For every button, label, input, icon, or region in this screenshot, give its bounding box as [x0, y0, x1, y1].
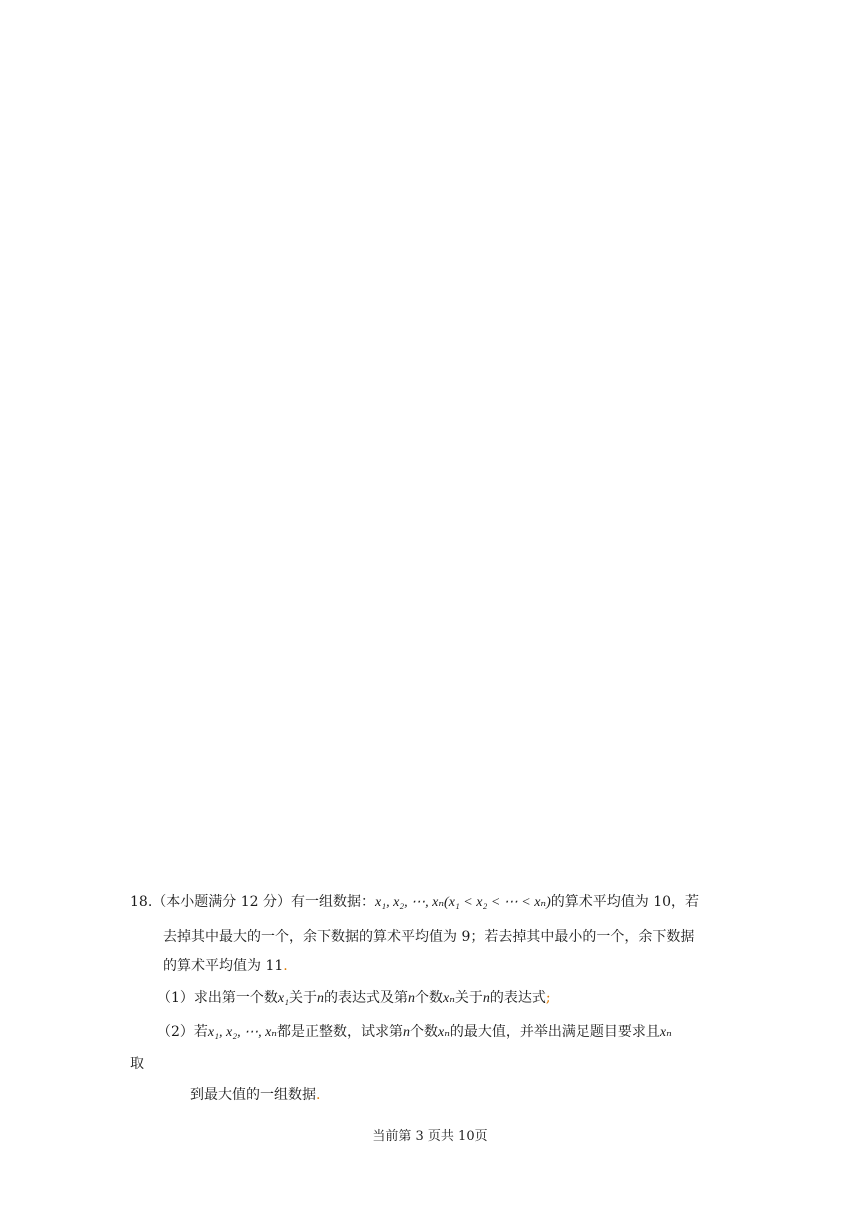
problem-line-3 — [163, 956, 288, 976]
page-number-text: 当前第 3 页共 10页 — [372, 1129, 488, 1144]
part2-line-2 — [190, 1085, 320, 1105]
problem-line-2 — [163, 927, 694, 947]
problem-line3-text: 的算术平均值为 11 — [163, 958, 284, 974]
part1-xn: xₙ — [443, 991, 455, 1006]
part1-n1: n — [317, 991, 325, 1006]
problem-line2-text: 去掉其中最大的一个，余下数据的算术平均值为 9；若去掉其中最小的一个，余下数据 — [163, 929, 695, 945]
part2-xn: xₙ — [437, 1025, 450, 1040]
final-period-mark: . — [316, 1087, 321, 1103]
part1-mid1: 关于 — [289, 990, 318, 1006]
part2-wrap-char: 取 — [130, 1056, 144, 1072]
part1-prefix: （1）求出第一个数 — [157, 990, 278, 1006]
score-note: （本小题满分 12 分） — [152, 894, 291, 910]
part2-line2-text: 到最大值的一组数据 — [190, 1087, 316, 1103]
part2-tail: 的最大值，并举出满足题目要求且 — [449, 1024, 660, 1040]
part-2 — [157, 1022, 672, 1043]
problem-intro-text: 有一组数据： — [290, 894, 375, 910]
semicolon-mark: ; — [545, 990, 551, 1006]
sequence-math: x₁, x₂, ⋯, xₙ — [374, 895, 445, 910]
part2-mid2: 个数 — [409, 1024, 438, 1040]
part2-prefix: （2）若 — [157, 1024, 208, 1040]
part2-mid1: 都是正整数，试求第 — [276, 1024, 403, 1040]
part1-n2: n — [408, 991, 416, 1006]
period-mark: . — [283, 958, 288, 974]
part1-mid4: 关于 — [454, 990, 483, 1006]
part1-mid2: 的表达式及第 — [324, 990, 409, 1006]
part-1 — [157, 988, 551, 1009]
problem-number: 18. — [130, 894, 153, 910]
problem-line1-tail: 的算术平均值为 10，若 — [550, 894, 700, 910]
problem-line-1 — [130, 892, 699, 913]
part1-tail: 的表达式 — [489, 990, 546, 1006]
part2-seq: x₁, x₂, ⋯, xₙ — [207, 1025, 277, 1040]
part2-n: n — [402, 1025, 410, 1040]
part2-wrap-line — [130, 1054, 144, 1074]
part1-mid3: 个数 — [415, 990, 444, 1006]
sequence-condition-math: (x₁ < x₂ < ⋯ < xₙ) — [444, 895, 551, 910]
part2-xn2: xₙ — [659, 1025, 672, 1040]
page-footer — [0, 1128, 860, 1146]
part1-x1: x₁ — [277, 991, 290, 1006]
part1-n3: n — [482, 991, 490, 1006]
